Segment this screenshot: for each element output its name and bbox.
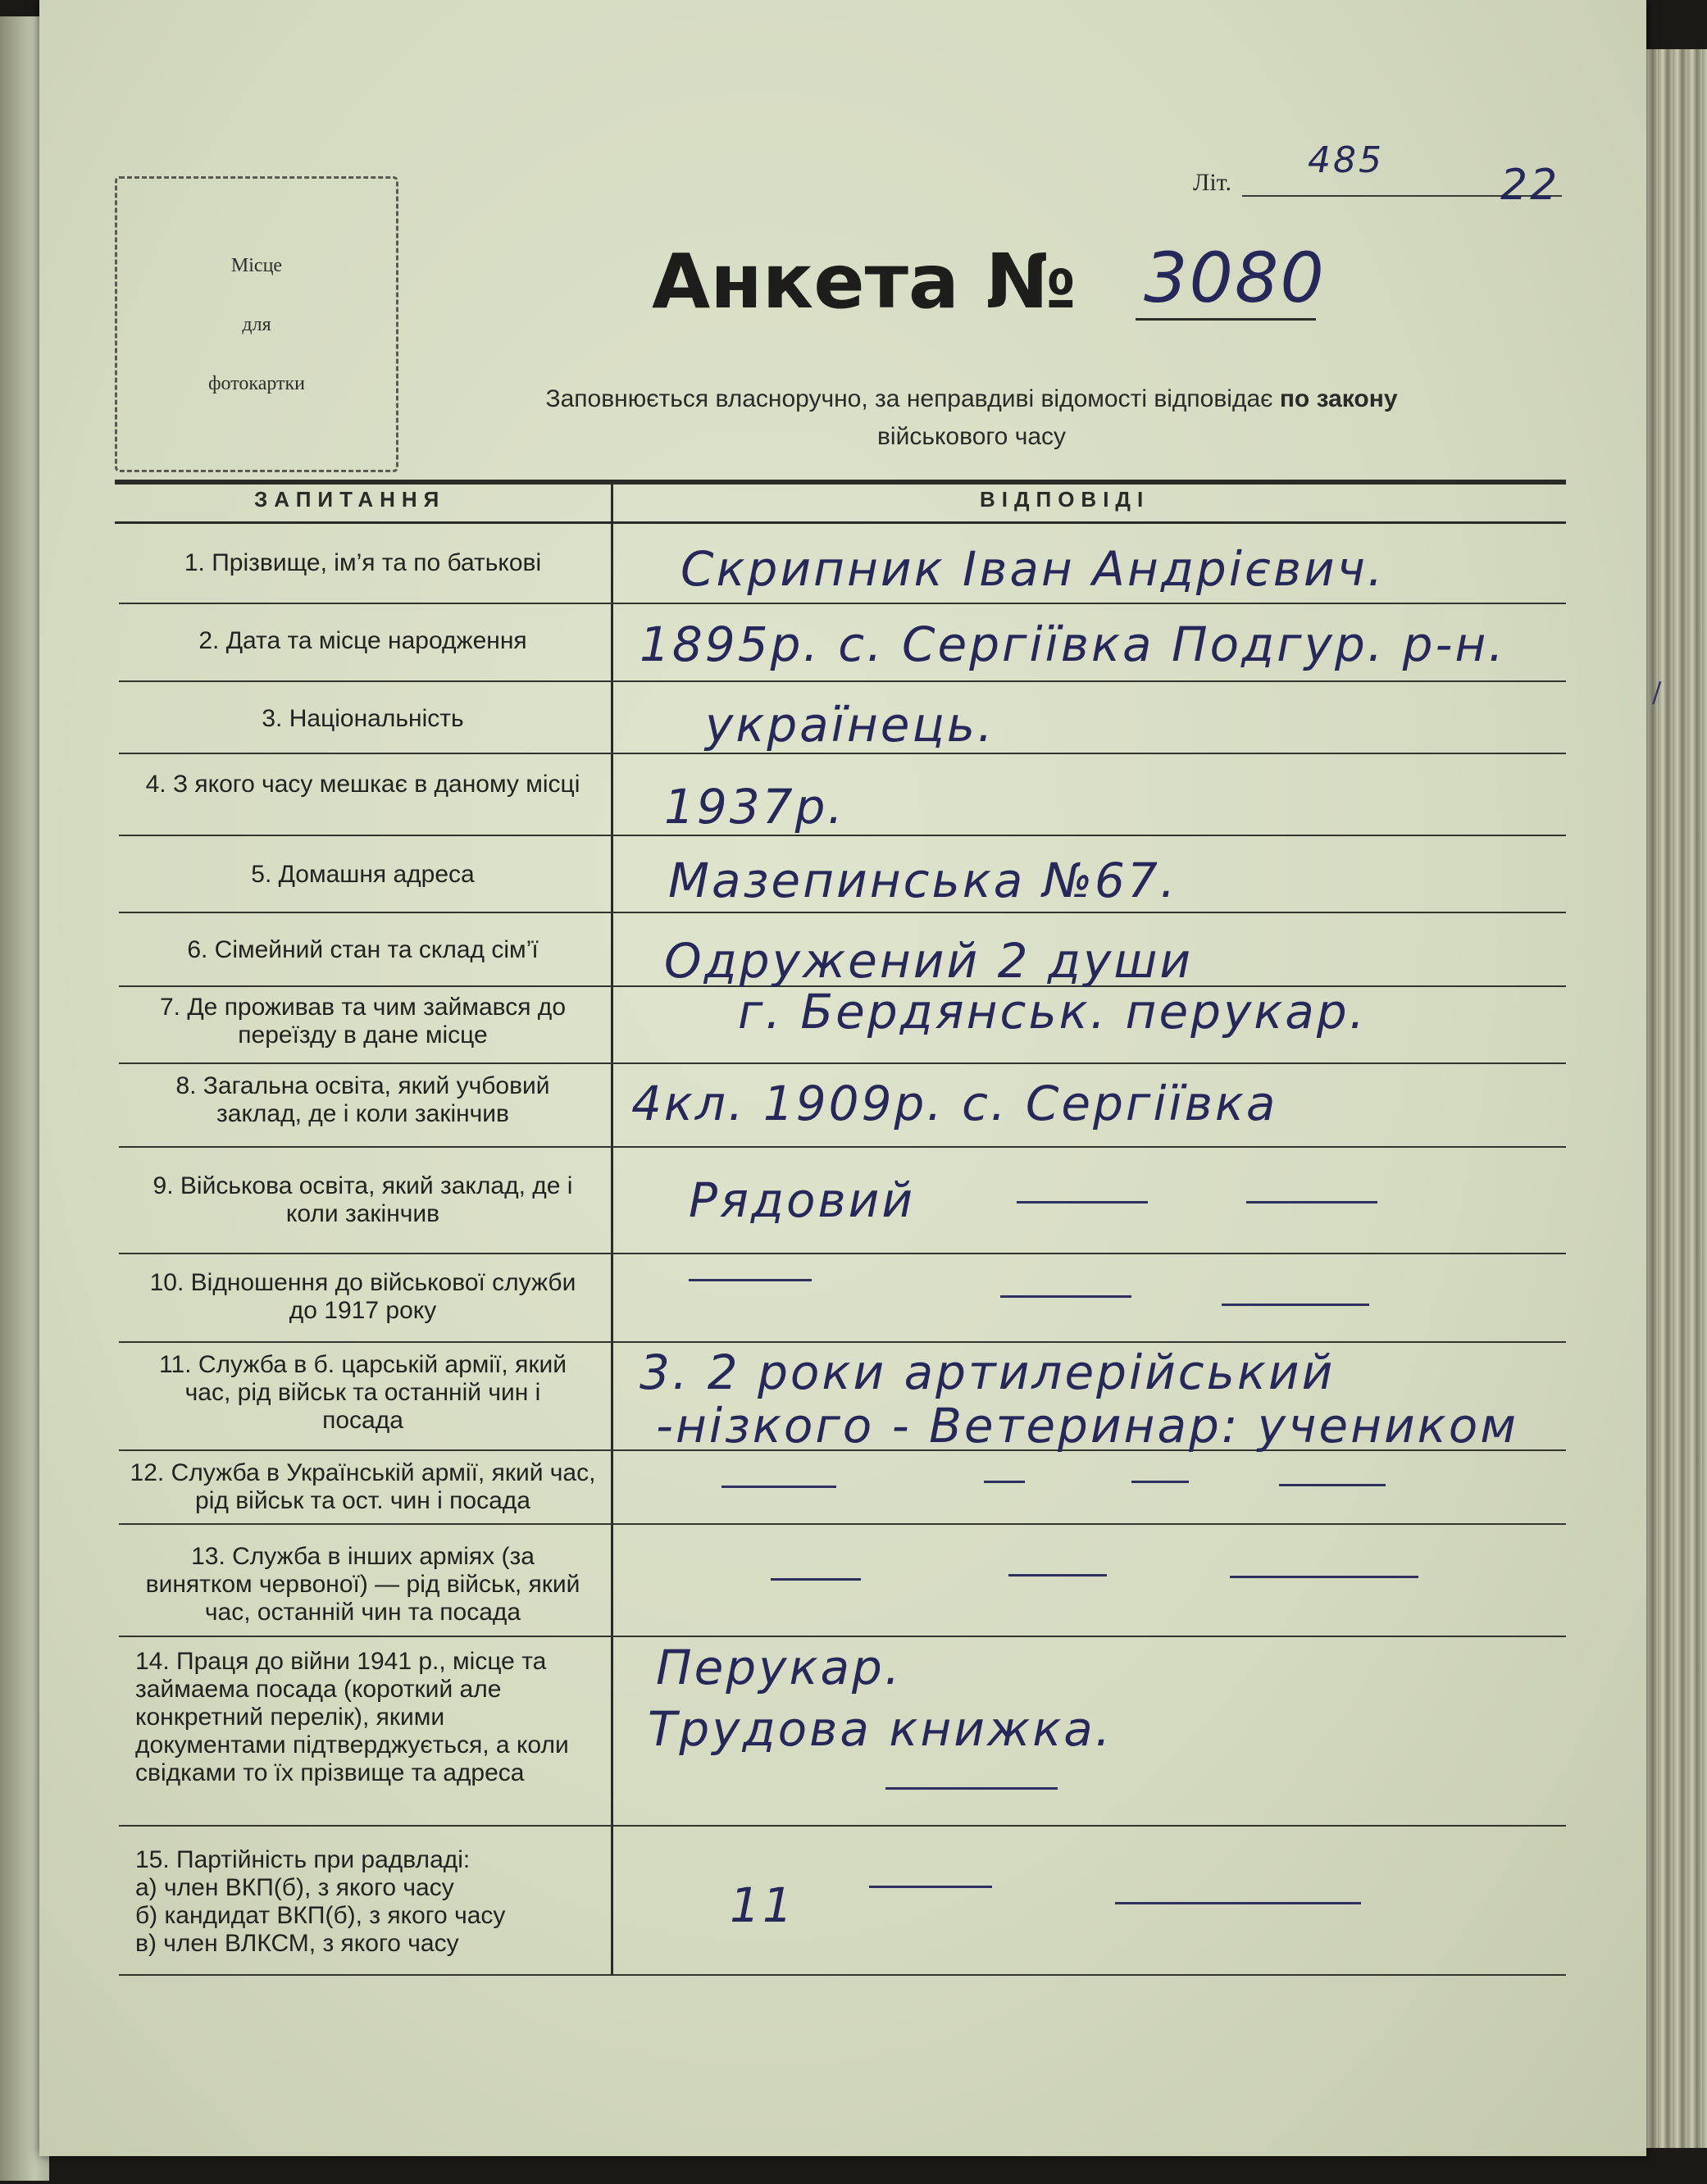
row-divider: [119, 1636, 1566, 1637]
row-divider: [119, 603, 1566, 604]
margin-mark: /: [1652, 676, 1662, 709]
question-15-title: 15. Партійність при радвладі:: [135, 1846, 471, 1873]
row-divider: [119, 1062, 1566, 1064]
answer-12-dash: [1279, 1484, 1386, 1486]
answer-14: Перукар.: [656, 1640, 903, 1695]
question-12: 12. Служба в Українській армії, який час, рід військ та ост. чин і посада: [130, 1459, 596, 1514]
question-8: 8. Загальна освіта, який учбовий заклад, де і коли закінчив: [175, 1072, 550, 1127]
form-title: Анкета №: [652, 238, 1077, 325]
question-1: 1. Прізвище, ім’я та по батькові: [184, 549, 542, 576]
answer-3: українець.: [705, 697, 995, 753]
row-divider: [119, 835, 1566, 836]
form-number-line: [1136, 318, 1316, 321]
answer-4: 1937р.: [664, 779, 845, 835]
question-15-b: б) кандидат ВКП(б), з якого часу: [135, 1902, 506, 1929]
row-divider: [119, 1146, 1566, 1148]
answer-12-dash: [984, 1481, 1025, 1483]
answer-12-dash: [1131, 1481, 1189, 1483]
answer-11-line-2: -нізкого - Ветеринар: учеником: [656, 1398, 1518, 1454]
answer-14-line-2: Трудова книжка.: [648, 1701, 1113, 1757]
photo-line-3: фотокартки: [207, 372, 306, 394]
lit-label: Літ.: [1193, 169, 1232, 196]
question-11: 11. Служба в б. царській армії, який час, рід військ та останній чин і посада: [159, 1351, 567, 1434]
question-15-a: а) член ВКП(б), з якого часу: [135, 1874, 454, 1901]
answer-1: Скрипник Іван Андрієвич.: [681, 541, 1386, 597]
answer-9-dash: [1017, 1201, 1148, 1203]
form-subtitle: [426, 380, 1517, 456]
photo-line-1: Місце: [230, 254, 283, 276]
row-divider: [119, 680, 1566, 682]
answer-10-dash: [689, 1279, 812, 1281]
row-divider: [119, 912, 1566, 913]
question-2: 2. Дата та місце народження: [198, 627, 527, 654]
question-10: 10. Відношення до військової служби до 1917 року: [149, 1269, 576, 1324]
answer-13-dash: [1008, 1574, 1107, 1577]
question-13: 13. Служба в інших арміях (за винятком червоної) — рід військ, який час, останній чин та посада: [145, 1543, 580, 1626]
answer-14-dash: [885, 1787, 1058, 1790]
answer-8: 4кл. 1909р. с. Сергіївка: [631, 1076, 1278, 1131]
question-4: 4. З якого часу мешкає в даному місці: [145, 771, 580, 798]
answer-10-dash: [1222, 1304, 1369, 1306]
answer-12-dash: [721, 1486, 836, 1488]
question-15: [119, 1846, 607, 1958]
table-column-divider: [611, 482, 613, 1974]
row-divider: [119, 753, 1566, 754]
subtitle-line-2: військового часу: [876, 423, 1067, 450]
column-header-question: ЗАПИТАННЯ: [254, 487, 446, 512]
photo-placeholder: [115, 176, 398, 472]
answer-11: 3. 2 роки артилерійський: [640, 1345, 1336, 1400]
answer-5: Мазепинська №67.: [668, 853, 1178, 908]
table-top-rule: [115, 480, 1566, 485]
table-header-rule: [115, 521, 1566, 524]
form-number: 3080: [1144, 238, 1326, 318]
question-5: 5. Домашня адреса: [251, 861, 475, 888]
row-divider: [119, 1253, 1566, 1254]
question-9: 9. Військова освіта, який заклад, де і коли закінчив: [152, 1172, 573, 1227]
row-divider: [119, 1825, 1566, 1827]
lit-number: 485: [1308, 139, 1384, 181]
question-15-c: в) член ВЛКСМ, з якого часу: [135, 1930, 459, 1957]
photo-line-2: для: [242, 313, 271, 335]
answer-13-dash: [771, 1578, 861, 1581]
page-number: 22: [1500, 161, 1560, 210]
row-divider: [119, 1974, 1566, 1976]
subtitle-bold: по закону: [1279, 385, 1398, 412]
column-header-answer: ВІДПОВІДІ: [980, 487, 1150, 512]
answer-15: 11: [730, 1877, 795, 1933]
answer-2: 1895р. с. Сергіївка Подгур. р-н.: [640, 617, 1506, 672]
answer-15-dash: [1115, 1902, 1361, 1904]
question-6: 6. Сімейний стан та склад сім’ї: [187, 936, 539, 963]
question-14: 14. Праця до війни 1941 р., місце та займаема посада (короткий але конкретний перелік), якими документами підтверджується, а коли свідками то їх прізвище та адреса: [135, 1648, 569, 1786]
subtitle-text: Заповнюється власноручно, за неправдиві відомості відповідає: [545, 385, 1273, 412]
row-divider: [119, 1523, 1566, 1525]
answer-9-dash: [1246, 1201, 1377, 1203]
answer-9: Рядовий: [689, 1172, 916, 1228]
answer-6: Одружений 2 души: [664, 933, 1194, 989]
answer-13-dash: [1230, 1576, 1418, 1578]
question-7: 7. Де проживав та чим займався до переїзду в дане місце: [160, 994, 566, 1049]
answer-10-dash: [1000, 1295, 1131, 1298]
answer-7: г. Бердянськ. перукар.: [738, 984, 1368, 1040]
answer-15-dash: [869, 1886, 992, 1888]
question-3: 3. Національність: [262, 705, 464, 732]
row-divider: [119, 1341, 1566, 1343]
